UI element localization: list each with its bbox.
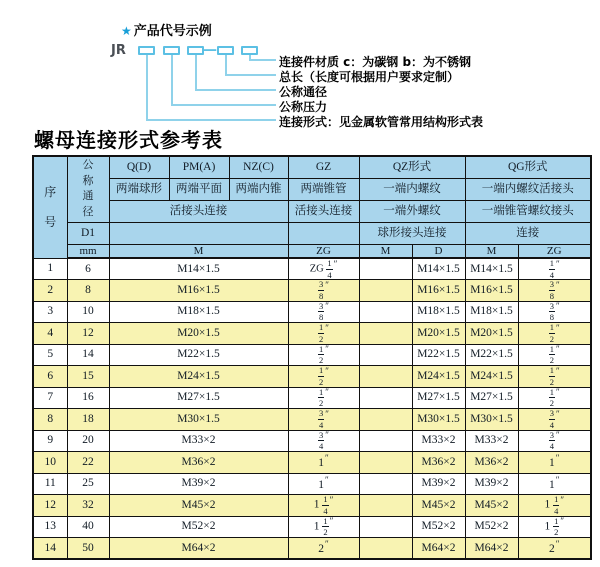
row-dn: 40	[67, 516, 109, 538]
col-header-gz: GZ	[288, 156, 359, 178]
qz-m-col-label: M	[359, 244, 412, 258]
row-qg-zg: $\frac{3}{8}$ ″	[518, 301, 591, 323]
row-m: M18×1.5	[109, 301, 288, 323]
row-m: M24×1.5	[109, 366, 288, 388]
q-desc: 两端球形	[109, 178, 169, 200]
qz-d-col-label: D	[412, 244, 465, 258]
row-no: 4	[33, 323, 67, 345]
row-qz-d: M24×1.5	[412, 366, 465, 388]
row-no: 3	[33, 301, 67, 323]
row-no: 14	[33, 538, 67, 560]
row-qg-m: M18×1.5	[465, 301, 518, 323]
diagram-label-connection: 连接形式：见金属软管常用结构形式表	[279, 115, 484, 129]
row-zg: 1 $\frac{1}{4}$ ″	[288, 495, 359, 517]
row-dn: 20	[67, 430, 109, 452]
code-box	[163, 46, 180, 55]
row-qg-zg: 1″	[518, 473, 591, 495]
row-qz-d: M22×1.5	[412, 344, 465, 366]
row-zg: 1″	[288, 452, 359, 474]
row-qg-m: M64×2	[465, 538, 518, 560]
qg-connection-label: 连接	[465, 222, 591, 244]
row-qg-m: M39×2	[465, 473, 518, 495]
row-zg: 1″	[288, 473, 359, 495]
row-dn: 32	[67, 495, 109, 517]
row-m: M45×2	[109, 495, 288, 517]
col-header-qz: QZ形式	[359, 156, 465, 178]
row-zg: $\frac{1}{2}$ ″	[288, 323, 359, 345]
code-dash: —	[203, 42, 217, 58]
row-no: 8	[33, 409, 67, 431]
row-qg-m: M33×2	[465, 430, 518, 452]
row-dn: 14	[67, 344, 109, 366]
row-m: M20×1.5	[109, 323, 288, 345]
gz-desc: 两端锥管	[288, 178, 359, 200]
row-qz-d: M45×2	[412, 495, 465, 517]
code-box	[138, 46, 155, 55]
row-qz-m	[359, 430, 412, 452]
row-no: 9	[33, 430, 67, 452]
row-qg-m: M22×1.5	[465, 344, 518, 366]
blank-cell	[288, 222, 359, 244]
row-qg-zg: $\frac{1}{2}$ ″	[518, 344, 591, 366]
table-row	[33, 452, 591, 474]
row-qg-m: M52×2	[465, 516, 518, 538]
row-qz-d: M36×2	[412, 452, 465, 474]
row-qg-zg: $\frac{3}{4}$ ″	[518, 409, 591, 431]
row-dn: 12	[67, 323, 109, 345]
row-qz-m	[359, 516, 412, 538]
col-header-dn	[67, 156, 109, 222]
table-row	[33, 430, 591, 452]
table-row	[33, 387, 591, 409]
table-row	[33, 301, 591, 323]
row-no: 11	[33, 473, 67, 495]
row-zg: $\frac{3}{8}$ ″	[288, 280, 359, 302]
star-icon: ★	[121, 24, 132, 38]
row-qz-m	[359, 387, 412, 409]
row-qz-d: M16×1.5	[412, 280, 465, 302]
row-dn: 10	[67, 301, 109, 323]
table-row	[33, 516, 591, 538]
row-qg-m: M20×1.5	[465, 323, 518, 345]
row-qg-zg: 1 $\frac{1}{2}$ ″	[518, 516, 591, 538]
row-qg-zg: $\frac{1}{2}$ ″	[518, 323, 591, 345]
diagram-label-pressure: 公称压力	[279, 100, 328, 114]
table-body	[33, 258, 591, 559]
row-qz-d: M18×1.5	[412, 301, 465, 323]
qz-connection-label: 球形接头连接	[359, 222, 465, 244]
qg-zg-col-label: ZG	[518, 244, 591, 258]
row-qg-zg: $\frac{1}{2}$ ″	[518, 387, 591, 409]
row-qz-m	[359, 323, 412, 345]
row-no: 12	[33, 495, 67, 517]
row-no: 5	[33, 344, 67, 366]
row-qz-m	[359, 495, 412, 517]
dn-label: 公称通径	[82, 159, 94, 218]
row-zg: ZG $\frac{1}{4}$ ″	[288, 258, 359, 280]
col-header-nz: NZ(C)	[229, 156, 288, 178]
row-no: 10	[33, 452, 67, 474]
row-zg: $\frac{3}{4}$ ″	[288, 409, 359, 431]
row-qg-zg: $\frac{1}{4}$ ″	[518, 258, 591, 280]
row-zg: $\frac{3}{8}$ ″	[288, 301, 359, 323]
qg-desc-2: 一端锥管螺纹接头	[465, 200, 591, 222]
row-dn: 6	[67, 258, 109, 280]
row-m: M52×2	[109, 516, 288, 538]
qg-m-col-label: M	[465, 244, 518, 258]
row-qg-m: M24×1.5	[465, 366, 518, 388]
union-connection-label: 活接头连接	[109, 200, 288, 222]
row-zg: $\frac{1}{2}$ ″	[288, 344, 359, 366]
row-qz-m	[359, 301, 412, 323]
row-qz-d: M30×1.5	[412, 409, 465, 431]
row-qz-d: M14×1.5	[412, 258, 465, 280]
row-qg-m: M30×1.5	[465, 409, 518, 431]
table-row	[33, 323, 591, 345]
table-row	[33, 366, 591, 388]
diagram-label-length: 总长（长度可根据用户要求定制）	[279, 70, 460, 84]
col-header-seq	[33, 156, 67, 258]
row-qz-d: M64×2	[412, 538, 465, 560]
row-zg: $\frac{1}{2}$ ″	[288, 387, 359, 409]
qz-desc-1: 一端内螺纹	[359, 178, 465, 200]
row-qz-d: M33×2	[412, 430, 465, 452]
row-qz-m	[359, 344, 412, 366]
row-dn: 8	[67, 280, 109, 302]
row-zg: 1 $\frac{1}{2}$ ″	[288, 516, 359, 538]
row-dn: 16	[67, 387, 109, 409]
mm-label: mm	[67, 244, 109, 258]
row-qg-zg: $\frac{3}{4}$ ″	[518, 430, 591, 452]
row-m: M22×1.5	[109, 344, 288, 366]
table-row	[33, 409, 591, 431]
row-no: 6	[33, 366, 67, 388]
row-no: 1	[33, 258, 67, 280]
row-zg: $\frac{1}{2}$ ″	[288, 366, 359, 388]
blank-cell	[109, 222, 288, 244]
col-header-pm: PM(A)	[169, 156, 229, 178]
seq-label: 序号	[44, 184, 57, 230]
row-qz-d: M39×2	[412, 473, 465, 495]
row-qg-m: M27×1.5	[465, 387, 518, 409]
row-dn: 18	[67, 409, 109, 431]
diagram-label-material: 连接件材质 c：为碳钢 b：为不锈钢	[279, 55, 472, 69]
row-qg-zg: 1″	[518, 452, 591, 474]
table-row	[33, 538, 591, 560]
diagram-heading-text: 产品代号示例	[133, 24, 212, 39]
row-qz-m	[359, 409, 412, 431]
row-qg-zg: $\frac{3}{8}$ ″	[518, 280, 591, 302]
row-zg: 2″	[288, 538, 359, 560]
table-row	[33, 495, 591, 517]
table-title: 螺母连接形式参考表	[34, 128, 223, 152]
code-box	[217, 46, 234, 55]
nut-connection-table	[32, 155, 592, 560]
row-qz-d: M27×1.5	[412, 387, 465, 409]
row-no: 13	[33, 516, 67, 538]
row-qz-m	[359, 258, 412, 280]
product-code-prefix: JR	[111, 43, 126, 58]
connector-line	[146, 55, 276, 121]
row-qz-m	[359, 366, 412, 388]
diagram-label-diameter: 公称通径	[279, 85, 328, 99]
row-dn: 15	[67, 366, 109, 388]
row-m: M16×1.5	[109, 280, 288, 302]
row-dn: 50	[67, 538, 109, 560]
row-qz-m	[359, 452, 412, 474]
row-qg-m: M14×1.5	[465, 258, 518, 280]
row-m: M36×2	[109, 452, 288, 474]
code-box	[187, 46, 204, 55]
row-dn: 22	[67, 452, 109, 474]
d1-label: D1	[67, 222, 109, 244]
row-qg-zg: 2″	[518, 538, 591, 560]
row-m: M30×1.5	[109, 409, 288, 431]
qz-desc-2: 一端外螺纹	[359, 200, 465, 222]
zg-col-label: ZG	[288, 244, 359, 258]
nz-desc: 两端内锥	[229, 178, 288, 200]
row-m: M64×2	[109, 538, 288, 560]
table-row	[33, 473, 591, 495]
row-m: M33×2	[109, 430, 288, 452]
row-qg-m: M45×2	[465, 495, 518, 517]
table-row	[33, 344, 591, 366]
table-row	[33, 258, 591, 280]
row-qg-m: M16×1.5	[465, 280, 518, 302]
row-qz-m	[359, 538, 412, 560]
row-no: 2	[33, 280, 67, 302]
row-m: M14×1.5	[109, 258, 288, 280]
m-col-label: M	[109, 244, 288, 258]
col-header-qg: QG形式	[465, 156, 591, 178]
row-qz-m	[359, 473, 412, 495]
row-qz-d: M20×1.5	[412, 323, 465, 345]
row-qg-m: M36×2	[465, 452, 518, 474]
row-m: M39×2	[109, 473, 288, 495]
qg-desc-1: 一端内螺纹活接头	[465, 178, 591, 200]
col-header-q: Q(D)	[109, 156, 169, 178]
row-dn: 25	[67, 473, 109, 495]
row-zg: $\frac{3}{4}$ ″	[288, 430, 359, 452]
row-qg-zg: $\frac{1}{2}$ ″	[518, 366, 591, 388]
row-no: 7	[33, 387, 67, 409]
row-qg-zg: 1 $\frac{1}{4}$ ″	[518, 495, 591, 517]
diagram-heading	[121, 20, 212, 39]
gz-connection-label: 活接头连接	[288, 200, 359, 222]
code-box	[241, 46, 258, 55]
pm-desc: 两端平面	[169, 178, 229, 200]
table-row	[33, 280, 591, 302]
row-qz-d: M52×2	[412, 516, 465, 538]
row-m: M27×1.5	[109, 387, 288, 409]
row-qz-m	[359, 280, 412, 302]
